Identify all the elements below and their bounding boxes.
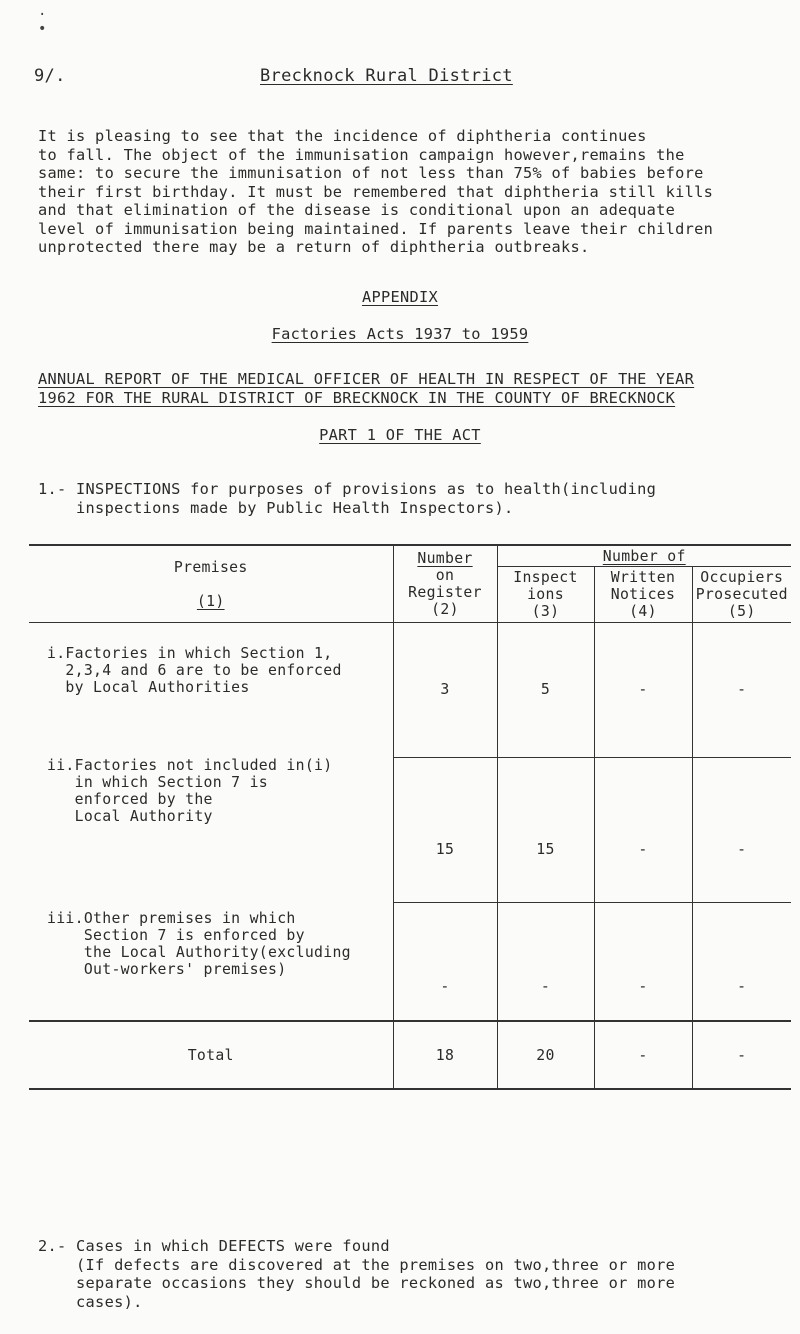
premises-cell: i.Factories in which Section 1, 2,3,4 and 6 are to be enforced by Local Authorities — [47, 645, 342, 696]
notices-cell: - — [594, 757, 692, 902]
table-row — [29, 623, 791, 758]
total-notices: - — [594, 1021, 692, 1089]
section-2-line: cases). — [38, 1292, 143, 1311]
section-1-line: 1.- INSPECTIONS for purposes of provisions as to health(including — [38, 480, 657, 498]
inspections-table — [29, 544, 791, 1090]
report-title-line: 1962 FOR THE RURAL DISTRICT OF BRECKNOCK IN THE COUNTY OF BRECKNOCK — [38, 388, 676, 407]
intro-line: level of immunisation being maintained. If parents leave their children — [38, 219, 714, 238]
number-of-header: Number of — [497, 545, 791, 567]
register-header: Number on Register (2) — [393, 545, 497, 623]
inspections-header: Inspect ions (3) — [497, 567, 594, 623]
inspections-cell: 5 — [497, 623, 594, 758]
register-cell: 15 — [393, 757, 497, 902]
premises-cell: ii.Factories not included in(i) in which Section 7 is enforced by the Local Authority — [47, 757, 333, 825]
factories-acts-heading: Factories Acts 1937 to 1959 — [271, 325, 529, 343]
section-2-text — [38, 1237, 788, 1311]
total-label: Total — [29, 1021, 393, 1089]
district-title: Brecknock Rural District — [260, 66, 513, 86]
table-total-row — [29, 1021, 791, 1089]
prosecuted-cell: - — [692, 623, 791, 758]
inspections-cell: - — [497, 902, 594, 1021]
intro-line: unprotected there may be a return of diphtheria outbreaks. — [38, 238, 590, 256]
premises-header: Premises (1) — [29, 545, 393, 623]
total-register: 18 — [393, 1021, 497, 1089]
intro-paragraph — [38, 127, 778, 257]
notices-cell: - — [594, 902, 692, 1021]
intro-line: and that elimination of the disease is conditional upon an adequate — [38, 201, 676, 219]
section-2-line: (If defects are discovered at the premises on two,three or more — [38, 1255, 676, 1274]
page-number: 9/. — [34, 66, 66, 86]
section-1-line: inspections made by Public Health Inspectors). — [38, 498, 514, 517]
register-cell: - — [393, 902, 497, 1021]
notices-cell: - — [594, 623, 692, 758]
appendix-heading: APPENDIX — [361, 288, 439, 306]
section-2-line: 2.- Cases in which DEFECTS were found — [38, 1237, 390, 1255]
table-row — [29, 757, 791, 902]
premises-cell: iii.Other premises in which Section 7 is enforced by the Local Authority(excluding Out-workers' premises) — [29, 902, 393, 1021]
intro-line: same: to secure the immunisation of not less than 75% of babies before — [38, 164, 704, 182]
notices-header: Written Notices (4) — [594, 567, 692, 623]
part-heading: PART 1 OF THE ACT — [319, 426, 481, 444]
total-prosecuted: - — [692, 1021, 791, 1089]
report-title — [38, 370, 788, 407]
register-cell: 3 — [393, 623, 497, 758]
prosecuted-header: Occupiers Prosecuted (5) — [692, 567, 791, 623]
section-2-line: separate occasions they should be reckoned as two,three or more — [38, 1274, 676, 1292]
prosecuted-cell: - — [692, 902, 791, 1021]
inspections-cell: 15 — [497, 757, 594, 902]
report-title-line: ANNUAL REPORT OF THE MEDICAL OFFICER OF HEALTH IN RESPECT OF THE YEAR — [38, 370, 695, 388]
table-header-row — [29, 545, 791, 567]
prosecuted-cell: - — [692, 757, 791, 902]
intro-line: their first birthday. It must be remembered that diphtheria still kills — [38, 182, 714, 201]
intro-line: to fall. The object of the immunisation campaign however,remains the — [38, 145, 685, 164]
intro-line: It is pleasing to see that the incidence of diphtheria continues — [38, 127, 647, 145]
table-row — [29, 902, 791, 1021]
total-inspections: 20 — [497, 1021, 594, 1089]
scan-marks: · • — [38, 7, 47, 37]
section-1-text — [38, 480, 788, 517]
